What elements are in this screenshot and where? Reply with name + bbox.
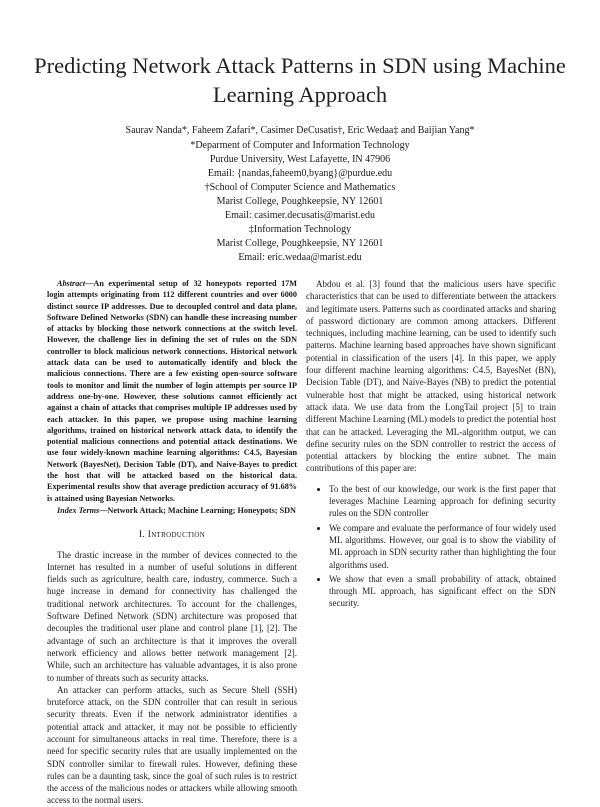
section-heading-introduction: I. Introduction: [138, 530, 206, 541]
affiliation-line: Email: {nandas,faheem0,byang}@purdue.edu: [207, 168, 393, 179]
right-column: [306, 278, 556, 612]
contributions-list: [306, 483, 556, 610]
author-block: [30, 124, 570, 265]
affiliation-line: Email: eric.wedaa@marist.edu: [238, 252, 362, 263]
index-terms: [47, 505, 297, 516]
list-item: • To the best of our knowledge, our work is the first paper that leverages Machine Learning approach for defining security rules on the SDN controller: [329, 483, 556, 520]
index-terms-text: —Network Attack; Machine Learning; Honeypots; SDN: [99, 505, 296, 515]
index-terms-label: Index Terms: [57, 505, 100, 515]
affiliation-line: †School of Computer Science and Mathematics: [204, 182, 396, 193]
intro-paragraph-2: An attacker can perform attacks, such as Secure Shell (SSH) bruteforce attack, on the SDN controller that can result in serious security threats. Even if the network administrator identifies a potential attack and attacker, it may not be possible to efficiently account for simultaneous attacks in real time. Therefore, there is a need for specific security rules that are usually implemented on the SDN controller similar to firewall rules. However, defining these rules can be a daunting task, since the goal of such rules is to restrict the access of the malicious nodes or attackers while allowing smooth access to the normal users.: [47, 684, 297, 806]
paper-title: Predicting Network Attack Patterns in SDN using Machine Learning Approach: [34, 53, 566, 107]
list-item: • We compare and evaluate the performance of four widely used ML algorithms. However, our goal is to show the viability of ML approach in SDN security rather than highlighting the four algorithms used.: [329, 522, 556, 571]
author-names: Saurav Nanda*, Faheem Zafari*, Casimer DeCusatis†, Eric Wedaa‡ and Baijian Yang*: [125, 125, 475, 136]
abstract-text: —An experimental setup of 32 honeypots reported 17M login attempts originating from 112 different countries and over 6000 distinct source IP addresses. Due to decoupled control and data plane, Software Defined Networks (SDN) can handle these increasing number of attacks by blocking those network connections at the switch level. However, the challenge lies in defining the set of rules on the SDN controller to block malicious network connections. Historical network attack data can be used to automatically identify and block the malicious connections. There are a few existing open-source software tools to monitor and limit the number of login attempts per source IP address one-by-one. However, these solutions cannot efficiently act against a chain of attacks that comprises multiple IP addresses used by each attacker. In this paper, we propose using machine learning algorithms, trained on historical network attack data, to identify the potential malicious connections and potential attack destinations. We use four widely-known machine learning algorithms: C4.5, Bayesian Network (BayesNet), Decision Table (DT), and Naive-Bayes to predict the host that will be attacked based on the historical data. Experimental results show that average prediction accuracy of 91.68% is attained using Bayesian Networks.: [47, 279, 297, 503]
affiliation-line: Marist College, Poughkeepsie, NY 12601: [216, 238, 384, 249]
abstract-label: Abstract: [57, 279, 86, 288]
affiliation-line: ‡Information Technology: [248, 224, 352, 235]
affiliation-line: *Deparment of Computer and Information Technology: [190, 140, 410, 151]
left-column: [47, 278, 297, 807]
intro-paragraph-3: Abdou et al. [3] found that the malicious users have specific characteristics that can be used to differentiate between the attackers and legitimate users. Patterns such as coordinated attacks and sharing of password dictionary are common among attackers. Different techniques, including machine learning, can be used to identify such patterns. Machine learning based approaches have shown significant potential in classification of the users [4]. In this paper, we apply four different machine learning algorithms: C4.5, BayesNet (BN), Decision Table (DT), and Naive-Bayes (NB) to predict the potential vulnerable host that might be attacked, using historical network attack data. We use data from the LongTail project [5] to train different Machine Learning (ML) models to predict the potential host that can be attacked. Leveraging the ML-algorithm output, we can define security rules on the SDN controller to restrict the access of potential attackers by blocking the entire subnet. The main contributions of this paper are:: [306, 279, 557, 474]
affiliation-line: Email: casimer.decusatis@marist.edu: [225, 210, 375, 221]
list-item: • We show that even a small probability of attack, obtained through ML approach, has significant effect on the SDN security.: [329, 573, 556, 610]
intro-paragraph-1: The drastic increase in the number of devices connected to the Internet has resulted in a number of useful solutions in different fields such as agriculture, health care, industry, commerce. Such a huge increase in demand for connectivity has challenged the traditional network architectures. To account for the challenges, Software Defined Network (SDN) architecture was proposed that decouples the traditional user plane and control plane [1], [2]. The advantage of such an architecture is that it improves the overall network efficiency and allows better network management [2]. While, such an architecture has valuable advantages, it is also prone to number of threats such as security attacks.: [47, 549, 297, 683]
affiliation-line: Purdue University, West Lafayette, IN 47906: [209, 154, 391, 165]
affiliation-line: Marist College, Poughkeepsie, NY 12601: [216, 196, 384, 207]
abstract: [47, 278, 297, 504]
